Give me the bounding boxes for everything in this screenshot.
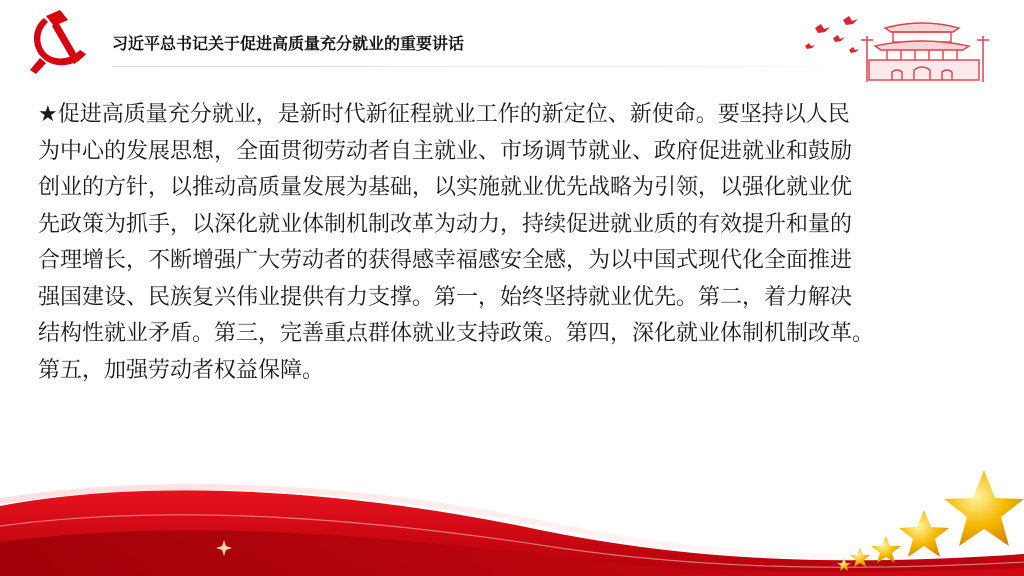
text-line: 为中心的发展思想，全面贯彻劳动者自主就业、市场调节就业、政府促进就业和鼓励 (38, 138, 853, 164)
page-title: 习近平总书记关于促进高质量充分就业的重要讲话 (112, 34, 465, 53)
text-line: 先政策为抓手，以深化就业体制机制改革为动力，持续促进就业质的有效提升和量的 (38, 211, 853, 237)
text-line: 第五，加强劳动者权益保障。 (38, 357, 325, 383)
tiananmen-icon (797, 6, 1002, 86)
text-line: ★促进高质量充分就业，是新时代新征程就业工作的新定位、新使命。要坚持以人民 (38, 102, 850, 127)
text-line: 合理增长，不断增强广大劳动者的获得感幸福感安全感，为以中国式现代化全面推进 (38, 248, 853, 273)
header (0, 0, 1024, 90)
speech-paragraph (38, 97, 998, 389)
text-line: 创业的方针，以推动高质量发展为基础，以实施就业优先战略为引领，以强化就业优 (38, 175, 853, 200)
text-line: 强国建设、民族复兴伟业提供有力支撑。第一，始终坚持就业优先。第二，着力解决 (38, 284, 853, 310)
hammer-sickle-icon (22, 6, 92, 76)
title-divider (112, 66, 852, 67)
golden-stars-icon (824, 466, 1024, 576)
text-line: 结构性就业矛盾。第三，完善重点群体就业支持政策。第四，深化就业体制机制改革。 (38, 321, 875, 346)
